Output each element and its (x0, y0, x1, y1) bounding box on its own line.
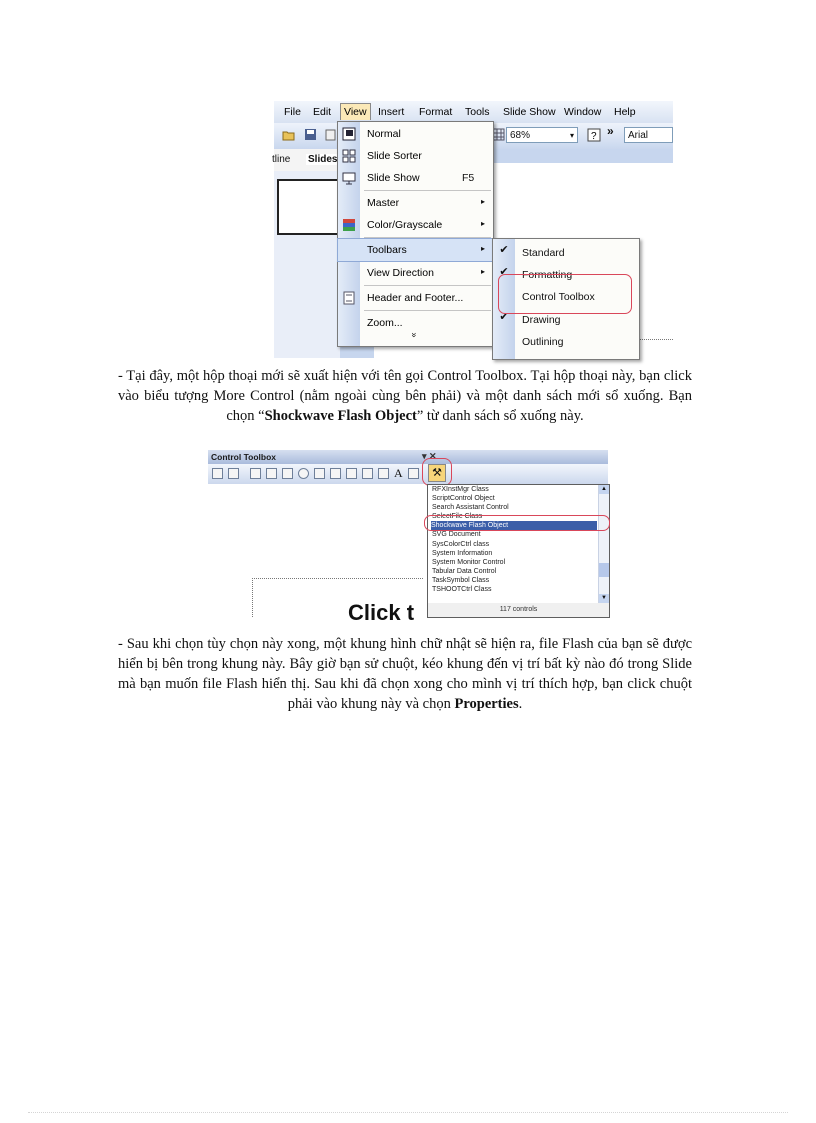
view-menu (337, 121, 494, 347)
paragraph-instruction-1: - Tại đây, một hộp thoại mới sẽ xuất hiện với tên gọi Control Toolbox. Tại hộp thoại này, bạn click vào biểu tượng More Control (nằm ngoài cùng bên phải) và một danh sách mới sổ xuống. Bạn chọn “Shockwave Flash Object” từ danh sách sổ xuống này. (118, 368, 692, 424)
view-menu-zoom[interactable]: Zoom... (367, 317, 403, 329)
control-toolbox-screenshot (208, 450, 608, 625)
control-toolbox-toolbar (208, 464, 608, 484)
view-menu-normal[interactable]: Normal (338, 123, 493, 145)
emphasis-shockwave: Shockwave Flash Object (264, 408, 417, 424)
open-folder-icon[interactable] (282, 128, 295, 141)
scrollbar-control-icon[interactable] (378, 468, 389, 479)
toolbar-option-standard[interactable]: ✔ Standard (499, 244, 565, 259)
tab-slides[interactable]: Slides (308, 154, 338, 165)
highlight-ring (424, 515, 610, 531)
font-select[interactable] (624, 127, 673, 143)
expand-menu-chevron[interactable]: » (409, 332, 420, 338)
toolbar-option-drawing[interactable]: ✔ Drawing (499, 311, 561, 326)
powerpoint-view-menu-screenshot (274, 101, 673, 358)
help-icon[interactable] (587, 128, 601, 142)
scroll-down-icon[interactable]: ▼ (599, 594, 609, 603)
spin-button-icon[interactable] (362, 468, 373, 479)
list-item-selected[interactable]: Shockwave Flash Object (431, 521, 597, 531)
menu-separator (364, 237, 491, 238)
combobox-control-icon[interactable] (330, 468, 341, 479)
paragraph-instruction-2: - Sau khi chọn tùy chọn này xong, một khung hình chữ nhật sẽ hiện ra, file Flash của bạn sẽ được hiển bị bên trong khung này. Bây giờ bạn sử chuột, kéo khung đến vị trí bất kỳ nào đó trong Slide mà bạn muốn file Flash hiển thị. Sau khi đã chọn xong cho mình vị trí thích hợp, bạn click chuột phải vào khung này và chọn Properties. (118, 636, 692, 712)
menu-window[interactable]: Window (564, 106, 602, 118)
slide-title-placeholder: Click t (348, 600, 415, 625)
menu-slide-show[interactable]: Slide Show (503, 106, 556, 118)
list-item[interactable]: SysColorCtrl class (432, 541, 490, 548)
view-menu-master[interactable]: Master ▸ (367, 197, 486, 209)
submenu-arrow-icon: ▸ (481, 267, 486, 276)
pane-tabs (274, 149, 340, 171)
toolbar-option-formatting[interactable]: ✔ Formatting (499, 266, 573, 281)
menu-file[interactable]: File (284, 106, 301, 118)
design-mode-icon[interactable] (212, 468, 223, 479)
menu-edit[interactable]: Edit (313, 106, 332, 118)
menu-separator (364, 190, 491, 191)
checkmark-icon (498, 333, 510, 345)
toggle-button-icon[interactable] (346, 468, 357, 479)
view-menu-slide-show[interactable]: Slide Show F5 (338, 167, 493, 189)
page-bottom-rule (28, 1112, 788, 1113)
menu-tools[interactable]: Tools (465, 106, 490, 118)
list-item[interactable]: TaskSymbol Class (432, 577, 490, 584)
checkmark-icon: ✔ (499, 266, 509, 278)
more-controls-list (427, 484, 610, 618)
hammer-icon: ⚒ (432, 467, 442, 479)
image-control-icon[interactable] (408, 468, 419, 479)
save-icon[interactable] (304, 128, 317, 141)
toolbar-option-outlining[interactable]: Outlining (493, 330, 639, 352)
option-button-icon[interactable] (298, 468, 309, 479)
list-item[interactable]: Search Assistant Control (432, 504, 509, 511)
svg-text:?: ? (591, 131, 597, 142)
shortcut-f5: F5 (462, 172, 475, 184)
slide-sorter-icon (342, 149, 356, 163)
menu-view[interactable]: View (340, 103, 371, 120)
zoom-select[interactable] (506, 127, 578, 143)
toolbar-overflow-chevron[interactable]: » (607, 124, 614, 138)
list-item[interactable]: TSHOOTCtrl Class (432, 586, 492, 593)
header-footer-icon (342, 291, 356, 305)
font-value: Arial (628, 130, 649, 141)
control-count: 117 controls (428, 603, 609, 617)
menu-insert[interactable]: Insert (378, 106, 405, 118)
list-item[interactable]: ScriptControl Object (432, 495, 495, 502)
scroll-thumb[interactable] (599, 563, 609, 577)
color-grayscale-icon (342, 218, 356, 232)
slide-show-icon (342, 171, 356, 185)
view-menu-slide-sorter[interactable]: Slide Sorter (338, 145, 493, 167)
slide-thumbnail[interactable] (277, 179, 341, 235)
normal-view-icon (342, 127, 356, 141)
permission-icon[interactable] (324, 128, 337, 141)
toolbar-option-control-toolbox[interactable]: Control Toolbox (493, 285, 639, 307)
emphasis-properties: Properties (454, 696, 519, 712)
list-item[interactable]: SVG Document (432, 531, 481, 538)
label-control-icon[interactable]: A (394, 466, 403, 480)
submenu-arrow-icon: ▸ (481, 197, 486, 206)
menu-separator (364, 285, 491, 286)
checkmark-icon: ✔ (499, 311, 509, 323)
list-item[interactable]: System Monitor Control (432, 559, 506, 566)
tab-outline[interactable]: tline (272, 154, 291, 165)
menu-format[interactable]: Format (419, 106, 453, 118)
command-button-icon[interactable] (282, 468, 293, 479)
list-item[interactable]: RFXInstMgr Class (432, 486, 489, 493)
submenu-arrow-icon: ▸ (481, 244, 486, 253)
view-menu-header-footer[interactable]: Header and Footer... (338, 287, 493, 309)
list-item[interactable]: System Information (432, 550, 493, 557)
highlight-ring (422, 458, 452, 486)
scroll-up-icon[interactable]: ▲ (599, 485, 609, 494)
view-menu-toolbars[interactable]: Toolbars ▸ (338, 239, 493, 261)
textbox-control-icon[interactable] (266, 468, 277, 479)
list-item[interactable]: Tabular Data Control (432, 568, 497, 575)
toolbars-submenu (492, 238, 640, 360)
titlebar-buttons[interactable]: ▾ ✕ (422, 451, 437, 461)
control-toolbox-title: Control Toolbox (211, 452, 276, 462)
menu-help[interactable]: Help (614, 106, 636, 118)
highlight-ring (498, 274, 632, 314)
list-item[interactable]: SelectFile Class (432, 513, 483, 520)
checkbox-control-icon[interactable] (250, 468, 261, 479)
menu-bar (274, 101, 673, 123)
control-toolbox-titlebar (208, 450, 608, 464)
properties-icon[interactable] (228, 468, 239, 479)
checkmark-icon: ✔ (499, 244, 509, 256)
chevron-down-icon: ▾ (569, 131, 574, 140)
menu-separator (364, 310, 491, 311)
zoom-value: 68% (510, 130, 531, 141)
view-menu-color-grayscale[interactable]: Color/Grayscale ▸ (338, 214, 493, 236)
submenu-arrow-icon: ▸ (481, 219, 486, 228)
listbox-control-icon[interactable] (314, 468, 325, 479)
view-menu-view-direction[interactable]: View Direction ▸ (367, 267, 486, 279)
list-scrollbar[interactable] (598, 485, 609, 603)
